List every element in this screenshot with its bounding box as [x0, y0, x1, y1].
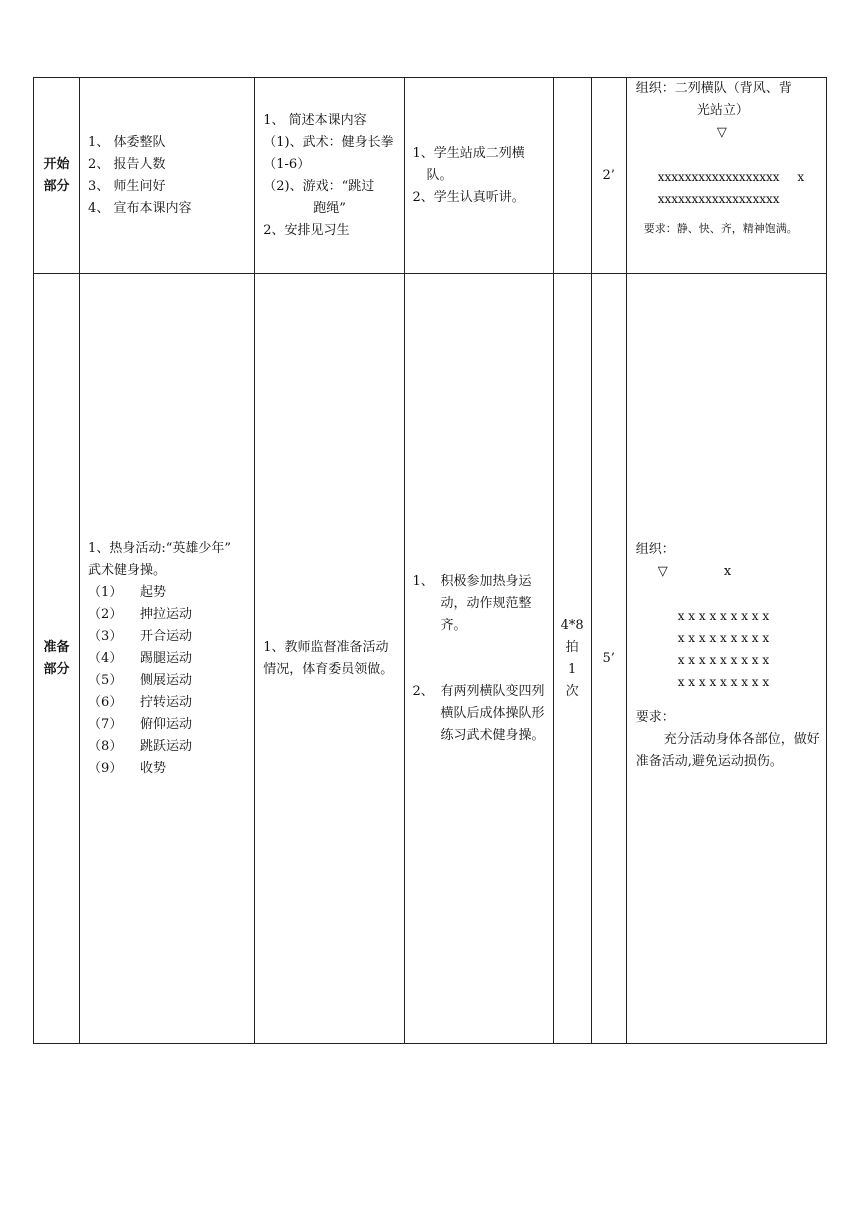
time-cell-prep	[591, 274, 626, 1044]
teacher-cell-prep	[255, 274, 405, 1044]
time-value: 5’	[602, 650, 615, 666]
content-cell-prep	[80, 274, 255, 1044]
phase-label-line: 准备	[43, 639, 70, 655]
org-title: 组织：二列横队（背风、背	[635, 81, 792, 96]
org-title: 组织：	[635, 541, 675, 557]
exercise-item	[88, 626, 248, 648]
exercise-item-num: （4）	[88, 650, 123, 666]
formation-row: x x x x x x x x x	[677, 674, 770, 689]
student-item	[412, 571, 546, 637]
exercise-item-num: （2）	[88, 606, 123, 622]
content-line: 4、 宣布本课内容	[88, 200, 192, 216]
exercise-item	[88, 736, 248, 758]
lesson-plan-table	[33, 77, 827, 1044]
student-cell-start	[405, 78, 553, 274]
exercise-item-text: 开合运动	[140, 628, 193, 644]
table-row-prep	[34, 274, 827, 1044]
formation-row: x x x x x x x x x	[677, 608, 770, 623]
teacher-line: （1)、武术：健身长拳（1-6）	[263, 134, 394, 172]
formation-row	[636, 166, 820, 188]
content-title: 1、热身活动:“英雄少年”	[88, 540, 231, 556]
phase-label-line: 部分	[43, 661, 70, 677]
teacher-line: （2)、游戏：“跳过	[263, 178, 375, 194]
exercise-item-num: （7）	[88, 716, 123, 732]
time-value: 2’	[602, 167, 615, 183]
org-cell-start	[626, 78, 826, 274]
exercise-item-num: （6）	[88, 694, 123, 710]
content-line: 1、 体委整队	[88, 134, 166, 150]
exercise-item	[88, 604, 248, 626]
teacher-line: 1、教师监督准备活动情况，体育委员领做。	[263, 639, 394, 677]
phase-label-line: 开始	[43, 156, 70, 172]
student-line: 1、学生站成二列横队。	[412, 145, 525, 183]
formation-row: x x x x x x x x x	[677, 630, 770, 645]
formation-row: x x x x x x x x x	[677, 652, 770, 667]
count-cell-start	[553, 78, 591, 274]
count-line: 1	[568, 661, 577, 677]
exercise-item-text: 收势	[140, 760, 167, 776]
teacher-line: 1、 简述本课内容	[263, 112, 367, 128]
org-requirement-label: 要求：	[635, 709, 675, 725]
teacher-cell-start	[255, 78, 405, 274]
exercise-item-text: 跳跃运动	[140, 738, 193, 754]
exercise-list	[88, 582, 248, 780]
student-item-num: 2、	[412, 683, 434, 699]
count-line: 次	[565, 683, 579, 699]
org-requirement: 充分活动身体各部位，做好准备活动,避免运动损伤。	[635, 731, 820, 769]
content-line: 2、 报告人数	[88, 156, 166, 172]
exercise-item-num: （5）	[88, 672, 123, 688]
count-cell-prep	[553, 274, 591, 1044]
count-line: 4*8	[560, 617, 584, 633]
student-cell-prep	[405, 274, 553, 1044]
org-cell-prep	[626, 274, 826, 1044]
phase-cell-start	[34, 78, 80, 274]
exercise-item-num: （8）	[88, 738, 123, 754]
student-item	[412, 681, 546, 747]
exercise-item	[88, 582, 248, 604]
content-title: 武术健身操。	[88, 562, 167, 578]
exercise-item-text: 起势	[140, 584, 167, 600]
content-line: 3、 师生问好	[88, 178, 166, 194]
time-cell-start	[591, 78, 626, 274]
student-line: 2、学生认真听讲。	[412, 189, 525, 205]
exercise-item-text: 俯仰运动	[140, 716, 193, 732]
exercise-item-text: 侧展运动	[140, 672, 193, 688]
phase-label-line: 部分	[43, 178, 70, 194]
teacher-line: 2、安排见习生	[263, 222, 350, 238]
exercise-item-text: 踢腿运动	[140, 650, 193, 666]
exercise-item-text: 抻拉运动	[140, 606, 193, 622]
exercise-item-num: （3）	[88, 628, 123, 644]
formation-extra-mark: x	[797, 170, 805, 184]
exercise-item	[88, 670, 248, 692]
org-title-cont: 光站立）	[696, 103, 749, 118]
count-line: 拍	[565, 639, 579, 655]
content-cell-start	[80, 78, 255, 274]
exercise-item-num: （1）	[88, 584, 123, 600]
student-item-text: 积极参加热身运动，动作规范整齐。	[440, 573, 532, 633]
exercise-item	[88, 648, 248, 670]
exercise-item-text: 拧转运动	[140, 694, 193, 710]
exercise-item	[88, 692, 248, 714]
formation-header	[636, 561, 820, 583]
phase-cell-prep	[34, 274, 80, 1044]
teacher-position-icon: ▽	[657, 563, 668, 579]
table-row-start	[34, 78, 827, 274]
student-item-text: 有两列横队变四列横队后成体操队形练习武术健身操。	[440, 683, 545, 743]
exercise-item	[88, 758, 248, 780]
exercise-item	[88, 714, 248, 736]
student-item-num: 1、	[412, 573, 434, 589]
org-requirement: 要求：静、快、齐，精神饱满。	[643, 222, 798, 235]
leader-position-mark: x	[723, 563, 732, 579]
exercise-item-num: （9）	[88, 760, 123, 776]
teacher-line: 跑绳”	[313, 200, 346, 216]
formation-row: xxxxxxxxxxxxxxxxxx	[657, 192, 780, 206]
formation-row-marks: xxxxxxxxxxxxxxxxxx	[657, 170, 780, 184]
teacher-position-icon: ▽	[716, 125, 727, 140]
